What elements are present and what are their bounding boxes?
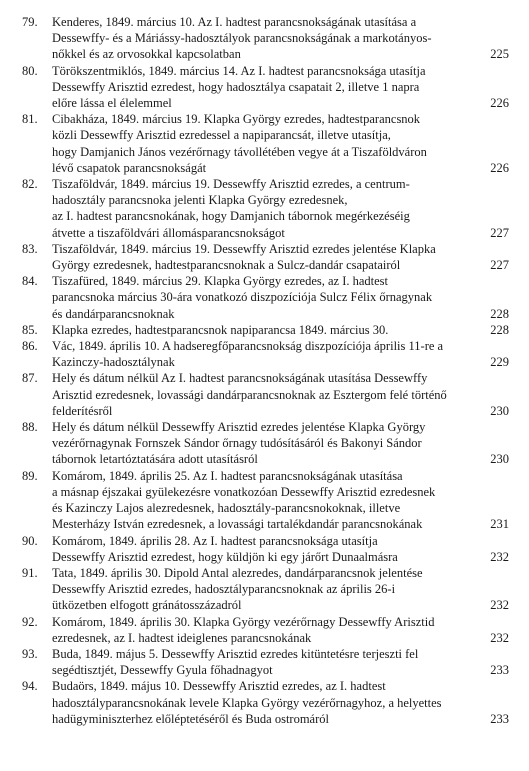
entry-text-line: ütközetben elfogott gránátosszázadról: [52, 598, 242, 613]
entry-text-line: lévő csapatok parancsnokságát: [52, 160, 207, 175]
entry-text-line: parancsnoka március 30-ára vonatkozó diszpozíciója Sulcz Félix őrnagynak: [52, 290, 433, 305]
entry-text-line: ezredesnek, az I. hadtest ideiglenes parancsnokának: [52, 630, 312, 645]
toc-entry: [0, 419, 529, 468]
entry-text-line: felderítésről: [52, 403, 113, 418]
page-number: 231: [490, 517, 509, 532]
entry-number: 89.: [22, 468, 38, 483]
entry-text-line: hadügyminiszterhez előléptetéséről és Buda ostromáról: [52, 711, 329, 726]
entry-number: 94.: [22, 679, 38, 694]
entry-number: 87.: [22, 371, 38, 386]
page-number: 226: [490, 160, 509, 175]
page-number: 227: [490, 225, 509, 240]
entry-number: 81.: [22, 112, 38, 127]
entry-text-line: Komárom, 1849. április 30. Klapka György vezérőrnagy Dessewffy Arisztid: [52, 614, 435, 629]
entry-text-line: György ezredesnek, hadtestparancsnoknak a Sulcz-dandár csapatairól: [52, 258, 401, 273]
entry-text-line: hogy Damjanich János vezérőrnagy távollétében vegye át a Tiszaföldváron: [52, 144, 427, 159]
entry-text-line: közli Dessewffy Arisztid ezredessel a napiparancsát, illetve utasítja,: [52, 128, 391, 143]
entry-text-line: vezérőrnagynak Fornszek Sándor őrnagy tudósításáról és Bakonyi Sándor: [52, 436, 422, 451]
toc-entry: [0, 370, 529, 419]
entry-text-line: Vác, 1849. április 10. A hadseregfőparancsnokság diszpozíciója április 11-re a: [52, 339, 444, 354]
toc-entry: [0, 646, 529, 678]
entry-text-line: nőkkel és az orvosokkal kapcsolatban: [52, 47, 241, 62]
toc-entry: [0, 678, 529, 727]
entry-number: 90.: [22, 533, 38, 548]
entry-text-line: Cibakháza, 1849. március 19. Klapka György ezredes, hadtestparancsnok: [52, 112, 421, 127]
entry-text-line: Dessewffy Arisztid ezredest, hogy hadosztálya csapatait 2, illetve 1 napra: [52, 79, 420, 94]
entry-text-line: és dandárparancsnoknak: [52, 306, 175, 321]
entry-number: 88.: [22, 420, 38, 435]
entry-text-line: Tata, 1849. április 30. Dipold Antal alezredes, dandárparancsnok jelentése: [52, 565, 423, 580]
entry-text-line: Komárom, 1849. április 25. Az I. hadtest parancsnokságának utasítása: [52, 468, 403, 483]
page-number: 226: [490, 96, 509, 111]
page-number: 233: [490, 663, 509, 678]
entry-text-line: Klapka ezredes, hadtestparancsnok napiparancsa 1849. március 30.: [52, 322, 389, 337]
page-number: 230: [490, 452, 509, 467]
entry-number: 91.: [22, 565, 38, 580]
entry-number: 82.: [22, 177, 38, 192]
entry-text-line: és Kazinczy Lajos alezredesnek, hadosztály-parancsnokoknak, illetve: [52, 501, 401, 516]
entry-number: 79.: [22, 15, 38, 29]
entry-text-line: Buda, 1849. május 5. Dessewffy Arisztid ezredes kitüntetésre terjeszti fel: [52, 646, 419, 661]
entry-text-line: Kazinczy-hadosztálynak: [52, 355, 175, 370]
toc-entry: [0, 565, 529, 614]
toc-entry: [0, 468, 529, 533]
page-number: 225: [490, 47, 509, 62]
entry-text-line: átvette a tiszaföldvári állomásparancsnokságot: [52, 225, 285, 240]
toc-entry: [0, 111, 529, 176]
entry-text-line: Mesterházy István ezredesnek, a lovassági tartalékdandár parancsnokának: [52, 517, 423, 532]
entry-text-line: Dessewffy- és a Máriássy-hadosztályok parancsnokságának a markotányos-: [52, 31, 432, 46]
entry-text-line: tábornok letartóztatására adott utasításról: [52, 452, 258, 467]
page-number: 229: [490, 355, 509, 370]
entry-text-line: Komárom, 1849. április 28. Az I. hadtest parancsnoksága utasítja: [52, 533, 378, 548]
entry-number: 93.: [22, 646, 38, 661]
toc-entry: [0, 63, 529, 112]
entry-text-line: Dessewffy Arisztid ezredest, hogy küldjön ki egy járőrt Dunaalmásra: [52, 549, 398, 564]
toc-entry: [0, 176, 529, 241]
entry-text-line: Tiszafüred, 1849. március 29. Klapka György ezredes, az I. hadtest: [52, 274, 389, 289]
entry-text-line: Tiszaföldvár, 1849. március 19. Dessewffy Arisztid ezredes, a centrum-: [52, 177, 410, 192]
entry-text-line: Kenderes, 1849. március 10. Az I. hadtest parancsnokságának utasítása a: [52, 15, 417, 29]
entry-number: 92.: [22, 614, 38, 629]
page-number: 230: [490, 403, 509, 418]
entry-text-line: hadosztály parancsnoka jelenti Klapka György ezredesnek,: [52, 193, 348, 208]
entry-text-line: Tiszaföldvár, 1849. március 19. Dessewffy Arisztid ezredes jelentése Klapka: [52, 241, 436, 256]
entry-number: 85.: [22, 322, 38, 337]
entry-number: 86.: [22, 339, 38, 354]
toc-entry: [0, 14, 529, 63]
toc-entry: [0, 241, 529, 273]
page-number: 228: [490, 306, 509, 321]
entry-text-line: Hely és dátum nélkül Az I. hadtest parancsnokságának utasítása Dessewffy: [52, 371, 428, 386]
page-number: 227: [490, 258, 509, 273]
page-number: 232: [490, 549, 509, 564]
entry-text-line: előre lássa el élelemmel: [52, 96, 172, 111]
entry-number: 83.: [22, 241, 38, 256]
entry-text-line: Hely és dátum nélkül Dessewffy Arisztid ezredes jelentése Klapka György: [52, 420, 426, 435]
toc-entry: [0, 338, 529, 370]
entry-text-line: hadosztályparancsnokának levele Klapka György vezérőrnagyhoz, a helyettes: [52, 695, 442, 710]
page-number: 228: [490, 322, 509, 337]
page-number: 233: [490, 711, 509, 726]
entry-number: 80.: [22, 63, 38, 78]
entry-text-line: a másnap éjszakai gyülekezésre vonatkozóan Dessewffy Arisztid ezredesnek: [52, 484, 436, 499]
toc-entry: [0, 614, 529, 646]
page-number: 232: [490, 630, 509, 645]
page-number: 232: [490, 598, 509, 613]
entry-number: 84.: [22, 274, 38, 289]
toc-entry: [0, 273, 529, 322]
toc-entries: [0, 14, 529, 727]
entry-text-line: Törökszentmiklós, 1849. március 14. Az I. hadtest parancsnoksága utasítja: [52, 63, 426, 78]
entry-text-line: Budaörs, 1849. május 10. Dessewffy Arisztid ezredes, az I. hadtest: [52, 679, 386, 694]
entry-text-line: segédtisztjét, Dessewffy Gyula főhadnagyot: [52, 663, 273, 678]
toc-entry: [0, 533, 529, 565]
toc-entry: [0, 322, 529, 338]
entry-text-line: az I. hadtest parancsnokának, hogy Damjanich tábornok megérkezéséig: [52, 209, 410, 224]
entry-text-line: Dessewffy Arisztid ezredes, hadosztályparancsnoknak az április 26-i: [52, 582, 396, 597]
entry-text-line: Arisztid ezredesnek, lovassági dandárparancsnoknak az Esztergom felé történő: [52, 387, 447, 402]
